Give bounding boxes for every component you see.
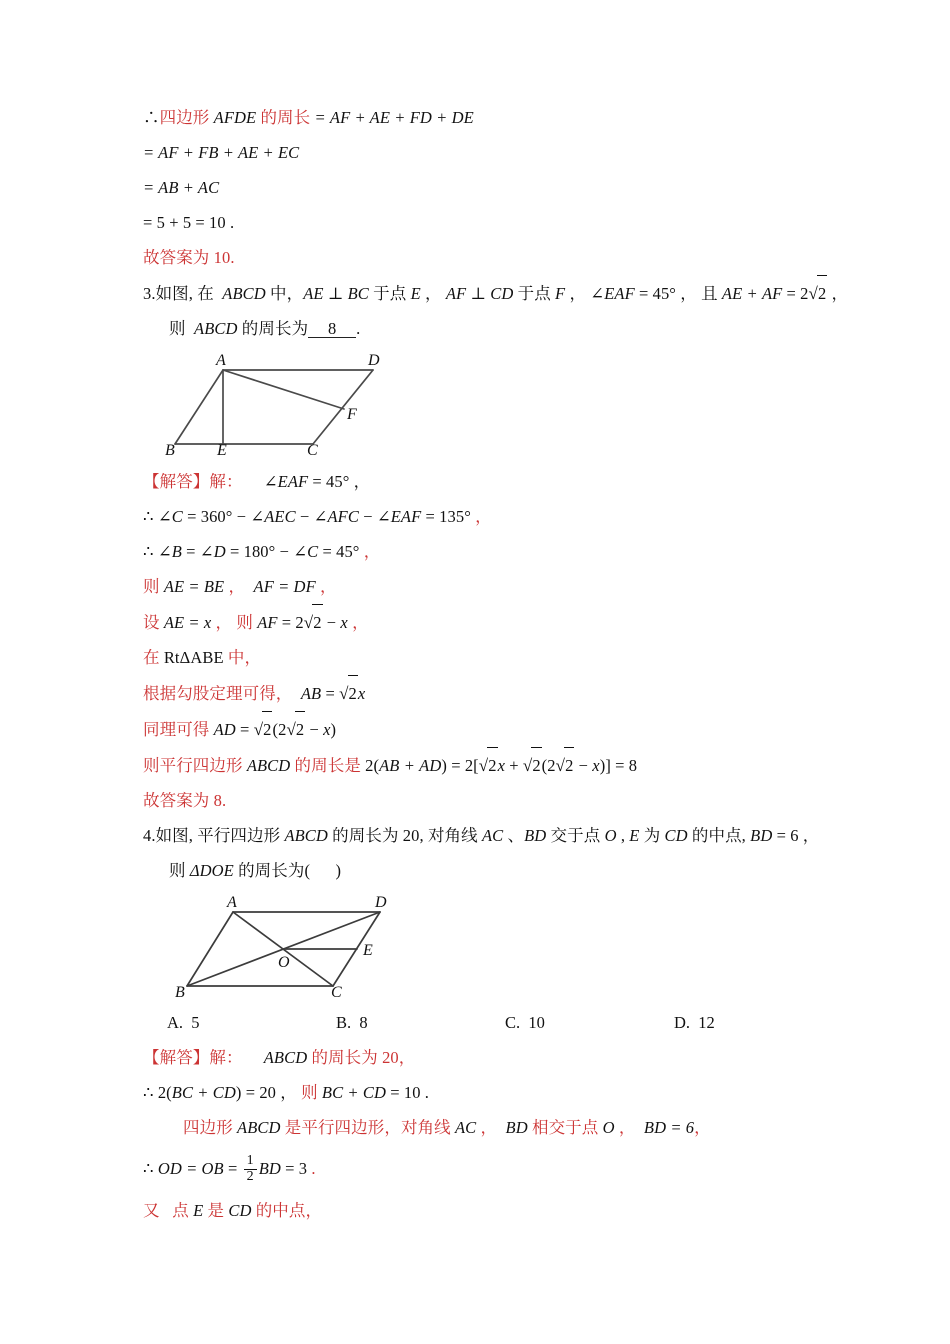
sqrt-2-q3-s8b	[286, 711, 305, 747]
q3-s4-comma1: ，	[224, 577, 254, 596]
q3-s5-minus: −	[322, 613, 341, 632]
q3-sol-angle-val: = 45° ，	[308, 472, 371, 491]
q4-t3-o: O	[602, 1118, 615, 1137]
q3-and: 且	[696, 284, 722, 303]
sqrt-2-q3-stem	[809, 275, 828, 311]
q3-s5-then: 则	[236, 613, 258, 632]
q3-s9-minus2: −	[574, 756, 593, 775]
fraction-numerator: 1	[244, 1154, 257, 1170]
solution-jie-q4: 解：	[209, 1048, 243, 1067]
q3-sum-expr: AE + AF	[721, 284, 787, 303]
q4-options-row	[143, 1006, 843, 1040]
q4-t4-period: .	[311, 1159, 316, 1178]
q2-line-2: = AF + FB + AE + EC	[143, 143, 300, 162]
q4-t5-e: E	[193, 1201, 204, 1220]
q3-s8-eq: =	[240, 720, 254, 739]
option-a-key: A.	[167, 1013, 184, 1032]
q3-solution-line-6	[143, 640, 843, 675]
radical-sign: √	[253, 720, 264, 739]
q4-number: 4.	[143, 826, 156, 845]
q3-s8-minus: −	[305, 720, 324, 739]
q4-t5-midpoint: 的中点，	[251, 1201, 323, 1220]
figure-q3-label-F: F	[347, 406, 357, 423]
q2-l1-math-2: = AF + AE + FD + DE	[310, 108, 474, 127]
therefore-symbol: ∴	[143, 108, 160, 127]
figure-q3-label-E: E	[217, 442, 227, 459]
option-d[interactable]	[674, 1006, 843, 1040]
q3-s4-ae-be: AE = BE	[163, 577, 225, 596]
q4-solution-line-5	[143, 1193, 843, 1228]
q4-stem-p4: 交于点	[546, 826, 605, 845]
q4-t2-eq: ) = 20	[235, 1083, 281, 1102]
sqrt-2-q3-s9b	[523, 747, 542, 783]
q4-t3-bd-val: BD = 6	[643, 1118, 695, 1137]
q2-answer-line: 故答案为 10.	[143, 248, 235, 267]
q4-sol-shape: ABCD	[263, 1048, 308, 1067]
q3-shape-1: ABCD	[213, 284, 266, 303]
radicand: 2	[817, 275, 827, 311]
segment-AB	[175, 370, 223, 444]
figure-q4-label-O: O	[278, 954, 290, 971]
option-d-key: D.	[674, 1013, 691, 1032]
q3-s7-x: x	[357, 684, 366, 703]
q4-shape: ABCD	[284, 826, 328, 845]
sqrt-2-q3-s8a	[254, 711, 273, 747]
q3-solution-line-8	[143, 711, 843, 747]
q4-stem-p1: 如图, 平行四边形	[155, 826, 285, 845]
q3-solution-line-7	[143, 675, 843, 711]
q3-s7-pythagoras: 根据勾股定理可得，	[143, 684, 301, 703]
q3-cond-2: AF ⊥ CD	[445, 284, 514, 303]
radical-sign: √	[339, 684, 349, 703]
q4-bc-cd-1: BC + CD	[171, 1083, 236, 1102]
q4-comma-1: ,	[616, 826, 630, 845]
q4-triangle-doe: ΔDOE	[185, 861, 234, 880]
q3-s9-open2: (2	[541, 756, 556, 775]
q4-stem-p2: 的周长为	[327, 826, 403, 845]
radical-sign: √	[286, 720, 296, 739]
figure-q4-svg	[175, 894, 425, 1002]
radical-sign: √	[303, 613, 314, 632]
q4-t3-p1: 四边形	[183, 1118, 238, 1137]
figure-q3-label-D: D	[368, 352, 380, 369]
q3-s7-eq: =	[325, 684, 340, 703]
q3-s5-eq: = 2	[281, 613, 304, 632]
sqrt-2-q3-s7	[339, 675, 358, 711]
option-c-value: 10	[528, 1013, 545, 1032]
figure-q4-label-E: E	[363, 942, 373, 959]
q4-t4-res: = 3	[285, 1159, 312, 1178]
q3-s3-res: = 45°	[318, 542, 360, 561]
q3-s2-m2: −	[358, 507, 377, 526]
therefore-2: ∴	[143, 507, 158, 526]
q3-s2-eq: = 360° −	[182, 507, 251, 526]
option-d-value: 12	[698, 1013, 715, 1032]
q3-s2-res: = 135°	[421, 507, 471, 526]
q3-solution-line-3	[143, 534, 843, 569]
q4-bd-value: = 6 ，	[772, 826, 820, 845]
q3-s2-comma: ，	[470, 507, 492, 526]
therefore-4: ∴ 2(	[143, 1083, 172, 1102]
option-c-key: C.	[505, 1013, 521, 1032]
radicand: 2	[487, 747, 497, 783]
q4-solution-line-1	[143, 1040, 843, 1075]
q4-solution-line-3	[143, 1110, 843, 1145]
radicand: 2	[531, 747, 541, 783]
q4-diag-bd: BD	[524, 826, 547, 845]
q3-s4-af-df: AF = DF	[253, 577, 316, 596]
q2-line-4: = 5 + 5 = 10 .	[143, 213, 235, 232]
q2-line-3: = AB + AC	[143, 178, 220, 197]
q3-s5-comma2: ，	[347, 613, 369, 632]
therefore-3: ∴	[143, 542, 158, 561]
q3-perimeter-text: 的周长为	[237, 319, 309, 338]
sqrt-2-q3-s9a	[479, 747, 498, 783]
therefore-5: ∴	[143, 1159, 158, 1178]
q3-solution-line-5	[143, 604, 843, 640]
q4-t2-res: = 10 .	[390, 1083, 430, 1102]
q3-s9-perimeter-is: 的周长是	[290, 756, 366, 775]
fraction-denominator: 2	[246, 1168, 254, 1184]
q4-t3-ac: AC	[454, 1118, 477, 1137]
q3-stem-line-1	[143, 275, 849, 311]
q4-t5-point: 点	[172, 1201, 194, 1220]
q3-shape-2: ABCD	[185, 319, 238, 338]
q3-cond-1-tail: 于点	[368, 284, 411, 303]
radicand: 2	[262, 711, 272, 747]
q4-point-o: O	[604, 826, 617, 845]
figure-q4-label-A: A	[227, 894, 237, 911]
radicand: 2	[295, 711, 305, 747]
q3-s8-close: )	[330, 720, 337, 739]
q3-cond-2-tail: 于点	[513, 284, 556, 303]
solution-tag-q4: 【解答】	[143, 1048, 210, 1067]
q3-final-answer: 故答案为 8.	[143, 791, 227, 810]
q3-s9-plus: +	[505, 756, 523, 775]
q3-s5-let: 设	[143, 613, 164, 632]
q2-l1-cjk-2: 的周长	[260, 108, 311, 127]
q3-s7-ab: AB	[300, 684, 326, 703]
q3-angle-eaf: ∠EAF	[590, 284, 635, 303]
q3-point-f: F	[555, 284, 566, 303]
q4-stem-p6: 的中点,	[687, 826, 751, 845]
q4-point-e: E	[629, 826, 640, 845]
q3-angle-eaf-2: ∠EAF	[376, 507, 422, 526]
q4-perimeter-value: 20	[402, 826, 420, 845]
q3-s5-af: AF	[257, 613, 282, 632]
q3-angle-afc: ∠AFC	[313, 507, 359, 526]
q3-s5-x: x	[340, 613, 348, 632]
q4-stem-line-2	[143, 853, 843, 888]
q3-s8-x: x	[323, 720, 331, 739]
q4-t4-eq: =	[227, 1159, 242, 1178]
figure-q4-label-C: C	[331, 984, 342, 1001]
option-c[interactable]	[505, 1006, 674, 1040]
q4-diag-ac: AC	[481, 826, 504, 845]
q3-s9-expr-a: 2(	[365, 756, 380, 775]
q4-solution-line-2	[143, 1075, 843, 1110]
q3-s5-comma1: ，	[211, 613, 237, 632]
q4-t3-shape: ABCD	[237, 1118, 281, 1137]
q3-sep-2: ，	[565, 284, 591, 303]
q3-s9-shape: ABCD	[246, 756, 291, 775]
q3-angle-c: ∠C	[157, 507, 183, 526]
q4-t3-p5: ，	[614, 1118, 644, 1137]
q3-then: 则	[169, 319, 186, 338]
q3-s9-tail: )] = 8	[599, 756, 638, 775]
figure-q4	[175, 894, 425, 1002]
q3-s4-then: 则	[143, 577, 164, 596]
q3-point-e: E	[410, 284, 421, 303]
q3-stem-p1: 如图, 在	[155, 284, 214, 303]
q4-t3-bd: BD	[505, 1118, 528, 1137]
q3-stem-line-2	[143, 311, 843, 346]
q3-sol-s1	[243, 472, 264, 491]
q4-stem-line-1	[143, 818, 843, 853]
radical-sign: √	[522, 756, 533, 775]
q3-solution-line-2	[143, 499, 843, 534]
q4-t5-also: 又	[143, 1201, 173, 1220]
q3-solution-line-9	[143, 747, 843, 783]
q4-t3-p6: ，	[694, 1118, 711, 1137]
q3-s2-m1: −	[295, 507, 314, 526]
q3-s6-in: 在	[143, 648, 164, 667]
option-a-value: 5	[191, 1013, 200, 1032]
figure-q4-label-B: B	[175, 984, 185, 1001]
q3-angle-c-2: ∠C	[293, 542, 319, 561]
radicand: 2	[564, 747, 574, 783]
q3-s6-rt-abe: RtΔABE	[163, 648, 224, 667]
figure-q3-svg	[161, 352, 421, 460]
option-b-value: 8	[359, 1013, 368, 1032]
q3-stem-comma: ，	[827, 284, 849, 303]
figure-q3-label-C: C	[307, 442, 318, 459]
q2-line-1	[143, 100, 843, 135]
sqrt-2-q3-s5	[304, 604, 323, 640]
q4-sol-tail: 的周长为 20，	[307, 1048, 416, 1067]
figure-q3-label-B: B	[165, 442, 175, 459]
q3-solution-line-4	[143, 569, 843, 604]
figure-q4-label-D: D	[375, 894, 387, 911]
q3-sum-eq: = 2	[786, 284, 809, 303]
q3-angle-aec: ∠AEC	[250, 507, 296, 526]
q3-s3-eq1: =	[181, 542, 200, 561]
q3-period: .	[356, 319, 361, 338]
q3-s8-open: (2	[272, 720, 287, 739]
q4-t5-cd: CD	[228, 1201, 252, 1220]
option-a[interactable]	[167, 1006, 336, 1040]
q3-s3-comma: ，	[359, 542, 381, 561]
q4-close-paren: )	[335, 861, 342, 880]
q3-angle-val: = 45° ，	[634, 284, 697, 303]
q3-s9-x2: x	[592, 756, 600, 775]
q3-s9-ab-ad: AB + AD	[379, 756, 442, 775]
radical-sign: √	[555, 756, 566, 775]
radical-sign: √	[478, 756, 489, 775]
segment-CD	[313, 370, 373, 444]
radicand: 2	[348, 675, 358, 711]
q4-choice-gap[interactable]	[310, 861, 335, 880]
q3-s9-expr-b: ) = 2[	[441, 756, 479, 775]
q3-s4-comma2: ，	[315, 577, 337, 596]
q3-s8-ad: AD	[213, 720, 241, 739]
q3-s3-eq2: = 180° −	[225, 542, 294, 561]
figure-q3-label-A: A	[216, 352, 226, 369]
q4-t5-is: 是	[203, 1201, 229, 1220]
option-b-key: B.	[336, 1013, 352, 1032]
solution-tag-q3: 【解答】	[143, 472, 210, 491]
page-content	[143, 100, 849, 1228]
q4-t3-p3: ，	[476, 1118, 506, 1137]
q3-cond-1: AE ⊥ BC	[303, 284, 369, 303]
q4-perimeter-text: 的周长为(	[233, 861, 311, 880]
q3-number: 3.	[143, 284, 156, 303]
figure-q3	[161, 352, 421, 460]
segment-AF	[223, 370, 344, 409]
q3-sep-1: ，	[420, 284, 446, 303]
q4-sol-gap	[243, 1048, 264, 1067]
q3-angle-b: ∠B	[157, 542, 182, 561]
q3-angle-d: ∠D	[199, 542, 226, 561]
q3-stem-p2: 中，	[265, 284, 304, 303]
segment-AB	[187, 912, 233, 986]
radical-sign: √	[808, 284, 818, 303]
q4-stem-p5: 为	[639, 826, 665, 845]
q2-l1-cjk-1: 四边形	[159, 108, 210, 127]
q3-s8-similarly: 同理可得	[143, 720, 214, 739]
sqrt-2-q3-s9c	[556, 747, 575, 783]
q4-t2-comma: ，	[280, 1083, 302, 1102]
q3-s5-ae-x: AE = x	[163, 613, 212, 632]
q2-l1-math-1: AFDE	[209, 108, 261, 127]
q4-bc-cd-2: BC + CD	[321, 1083, 391, 1102]
q4-stem-p3: , 对角线	[419, 826, 482, 845]
q3-solution-line-1	[143, 464, 843, 499]
q4-t4-od-ob: OD = OB	[157, 1159, 228, 1178]
q4-then: 则	[169, 861, 186, 880]
option-b[interactable]	[336, 1006, 505, 1040]
q4-bd-label: BD	[750, 826, 773, 845]
q4-solution-line-4	[143, 1145, 843, 1193]
radicand: 2	[312, 604, 322, 640]
q4-t2-then: 则	[301, 1083, 322, 1102]
solution-jie-q3: 解：	[209, 472, 243, 491]
q3-sol-angle-eaf: ∠EAF	[263, 472, 309, 491]
q4-t3-p2: 是平行四边形，对角线	[280, 1118, 455, 1137]
q3-s9-then-para: 则平行四边形	[143, 756, 247, 775]
q3-s6-tail: 中，	[223, 648, 262, 667]
q4-t3-p4: 相交于点	[527, 1118, 603, 1137]
q4-seg-cd: CD	[664, 826, 688, 845]
q3-s9-x1: x	[497, 756, 506, 775]
q4-t4-bd: BD	[258, 1159, 286, 1178]
fraction-one-half	[244, 1154, 257, 1184]
q4-dun: 、	[503, 826, 525, 845]
q3-answer-blank[interactable]: 8	[308, 320, 356, 338]
